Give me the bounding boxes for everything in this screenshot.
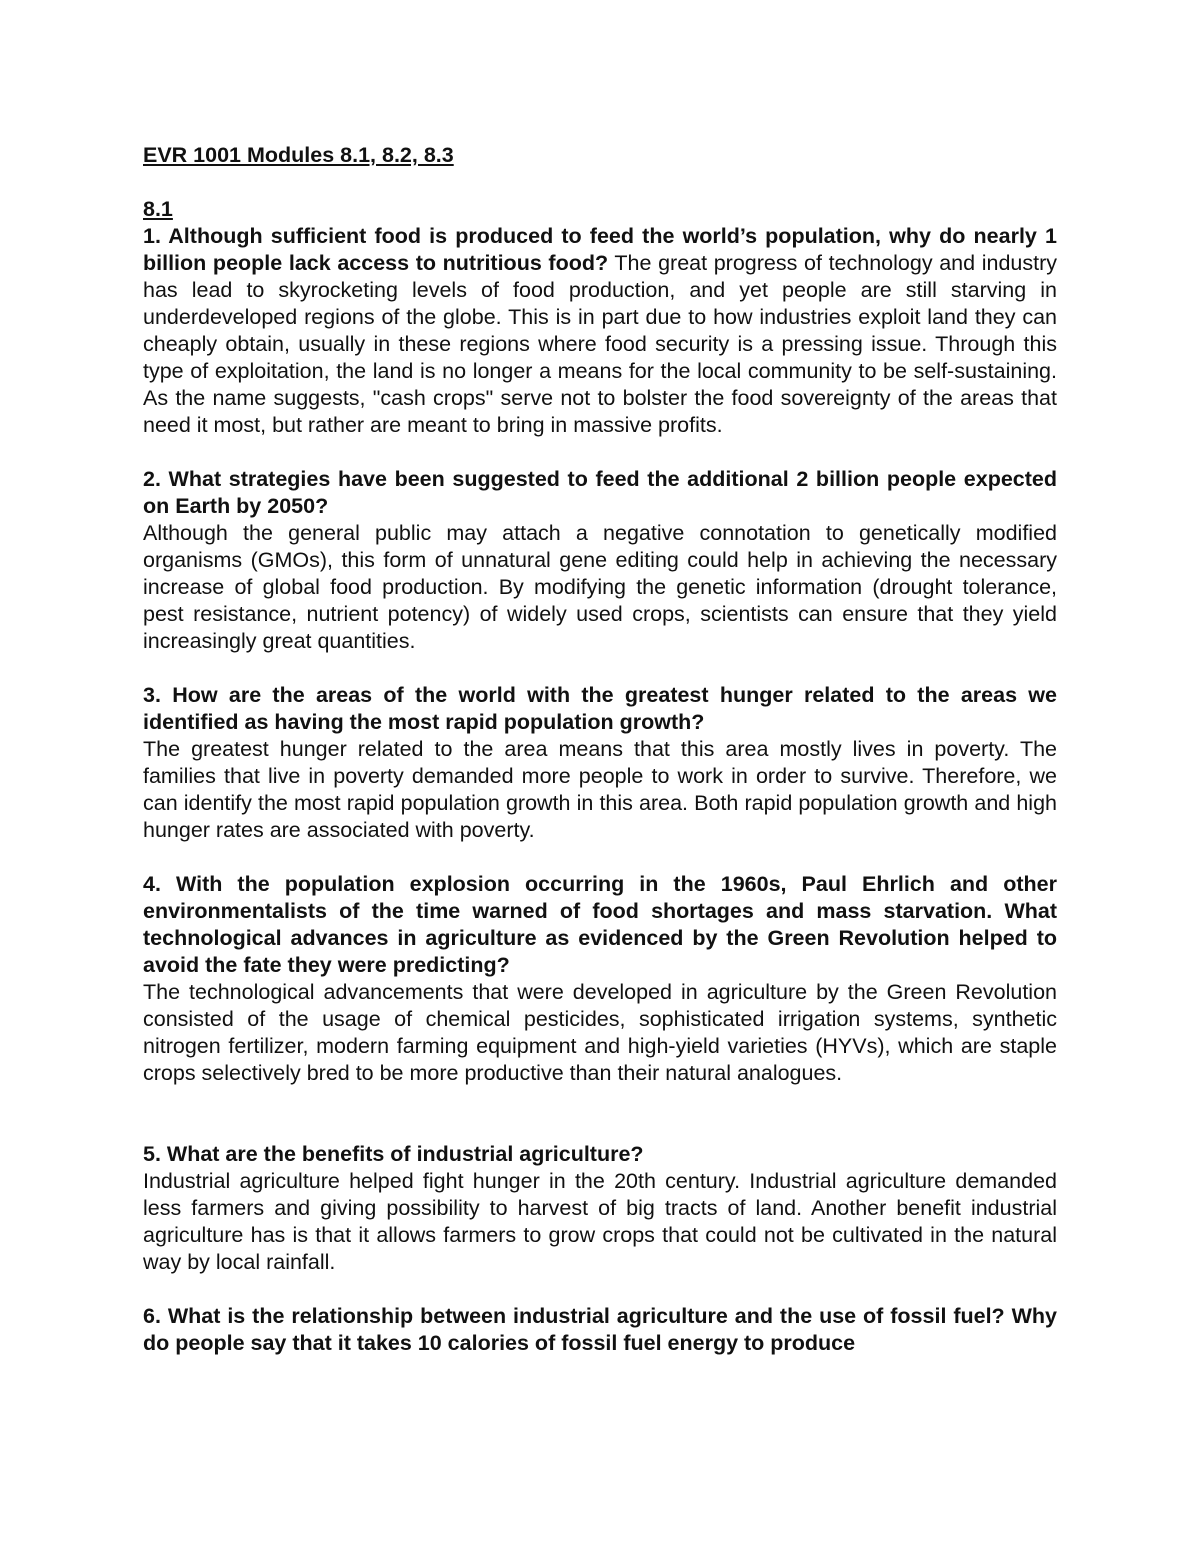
qa-item-2: [143, 466, 1057, 655]
qa-item-6: [143, 1303, 1057, 1357]
qa-item-4: [143, 871, 1057, 1087]
qa-item-5: [143, 1141, 1057, 1276]
question-6: 6. What is the relationship between industrial agriculture and the use of fossil fuel? Why do people say that it takes 10 calories of fossil fuel energy to produce: [143, 1304, 1057, 1355]
qa-item-3: [143, 682, 1057, 844]
answer-1: The great progress of technology and industry has lead to skyrocketing levels of food production, and yet people are still starving in underdeveloped regions of the globe. This is in part due to how industries exploit land they can cheaply obtain, usually in these regions where food security is a pressing issue. Through this type of exploitation, the land is no longer a means for the local community to be self-sustaining. As the name suggests, "cash crops" serve not to bolster the food sovereignty of the areas that need it most, but rather are meant to bring in massive profits.: [143, 251, 1058, 437]
question-2: 2. What strategies have been suggested to feed the additional 2 billion people expected on Earth by 2050?: [143, 467, 1057, 518]
question-4: 4. With the population explosion occurring in the 1960s, Paul Ehrlich and other environmentalists of the time warned of food shortages and mass starvation. What technological advances in agriculture as evidenced by the Green Revolution helped to avoid the fate they were predicting?: [143, 872, 1057, 977]
question-5: 5. What are the benefits of industrial agriculture?: [143, 1142, 644, 1166]
document-page: [143, 142, 1057, 1384]
answer-3: The greatest hunger related to the area means that this area mostly lives in poverty. The families that live in poverty demanded more people to work in order to survive. Therefore, we can identify the most rapid population growth in this area. Both rapid population growth and high hunger rates are associated with poverty.: [143, 737, 1057, 842]
qa-item-1: [143, 223, 1057, 439]
answer-5: Industrial agriculture helped fight hunger in the 20th century. Industrial agriculture demanded less farmers and giving possibility to harvest of big tracts of land. Another benefit industrial agriculture has is that it allows farmers to grow crops that could not be cultivated in the natural way by local rainfall.: [143, 1169, 1057, 1274]
answer-2: Although the general public may attach a negative connotation to genetically modified organisms (GMOs), this form of unnatural gene editing could help in achieving the necessary increase of global food production. By modifying the genetic information (drought tolerance, pest resistance, nutrient potency) of widely used crops, scientists can ensure that they yield increasingly great quantities.: [143, 521, 1057, 653]
document-title: EVR 1001 Modules 8.1, 8.2, 8.3: [143, 143, 454, 167]
question-1: 1. Although sufficient food is produced to feed the world’s population, why do nearly 1 billion people lack access to nutritious food?: [143, 224, 1057, 275]
answer-4: The technological advancements that were developed in agriculture by the Green Revolution consisted of the usage of chemical pesticides, sophisticated irrigation systems, synthetic nitrogen fertilizer, modern farming equipment and high-yield varieties (HYVs), which are staple crops selectively bred to be more productive than their natural analogues.: [143, 980, 1057, 1085]
question-3: 3. How are the areas of the world with the greatest hunger related to the areas we identified as having the most rapid population growth?: [143, 683, 1057, 734]
section-label: 8.1: [143, 197, 173, 221]
